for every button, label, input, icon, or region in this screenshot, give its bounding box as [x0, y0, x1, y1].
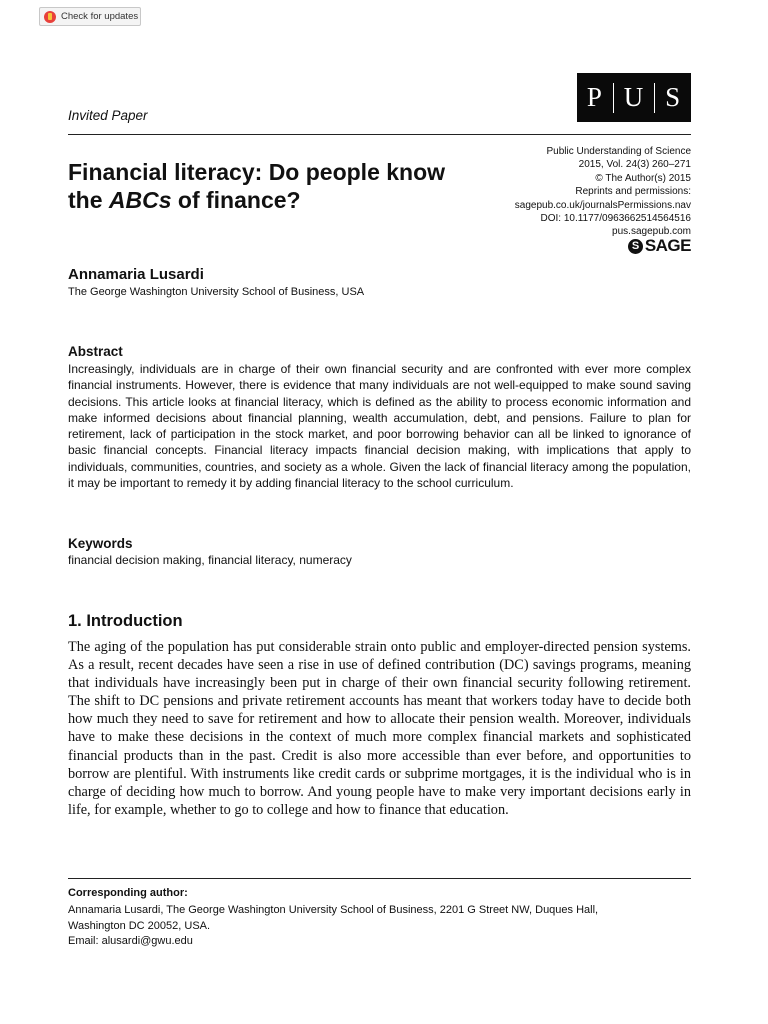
meta-copyright: © The Author(s) 2015 — [595, 172, 691, 184]
check-for-updates-button[interactable] — [39, 7, 141, 26]
corresponding-email[interactable]: Email: alusardi@gwu.edu — [68, 935, 193, 947]
journal-meta — [515, 145, 691, 239]
corresponding-heading: Corresponding author: — [68, 887, 188, 899]
corresponding-address: Annamaria Lusardi, The George Washington University School of Business, 2201 G Street NW, Duques Hall, — [68, 904, 599, 916]
journal-logo — [577, 73, 691, 122]
keywords-heading: Keywords — [68, 536, 133, 551]
author-affiliation: The George Washington University School of Business, USA — [68, 286, 365, 298]
publisher-logo — [628, 236, 691, 256]
introduction-text: The aging of the population has put considerable strain onto public and employer-directed pension systems. As a result, recent decades have seen a rise in use of defined contribution (DC) savings programs, meaning that individuals have increasingly been put in charge of their own financial security following retirement. The shift to DC pensions and private retirement accounts has meant that workers today have to decide both how much they need to save for retirement and how to allocate their pension wealth. Moreover, individuals have to make these decisions in the context of much more complex financial markets and sophisticated financial products than in the past. Credit is also more accessible than ever before, and opportunities to borrow are plentiful. With instruments like credit cards or subprime mortgages, it is the individual who is in charge of deciding how much to borrow. And young people have to make very important decisions early in life, for example, whether to go to college and how to finance that education. — [68, 639, 691, 818]
journal-logo-letter: S — [665, 82, 682, 112]
article-title — [68, 158, 468, 214]
corresponding-details — [68, 903, 668, 950]
publisher-name: SAGE — [644, 236, 691, 255]
sage-s-icon: S — [628, 239, 643, 254]
meta-volume: 2015, Vol. 24(3) 260–271 — [578, 159, 691, 171]
meta-journal: Public Understanding of Science — [546, 146, 691, 157]
journal-logo-letter: U — [623, 82, 645, 112]
abstract-text: Increasingly, individuals are in charge of their own financial security and are confronted with ever more complex financial instruments. However, there is evidence that many individuals are not well-equipped to make sound saving decisions. This article looks at financial literacy, which is defined as the ability to process economic information and make informed decisions about financial planning, wealth accumulation, debt, and pensions. Failure to plan for retirement, lack of participation in the stock market, and poor borrowing behavior can all be linked to ignorance of basic financial concepts. Financial literacy impacts financial decision making, with implications that apply to individuals, communities, countries, and society as a whole. Given the lack of financial literacy among the population, it may be important to remedy it by adding financial literacy to the school curriculum. — [68, 362, 691, 491]
title-text: Financial literacy: Do people know the — [68, 159, 446, 213]
meta-reprints: Reprints and permissions: — [575, 186, 691, 198]
logo-divider — [613, 83, 614, 113]
keywords-text: financial decision making, financial literacy, numeracy — [68, 553, 352, 567]
logo-divider — [654, 83, 655, 113]
section-label: Invited Paper — [68, 108, 148, 123]
introduction-heading: 1. Introduction — [68, 612, 183, 630]
corresponding-city: Washington DC 20052, USA. — [68, 919, 211, 932]
author-name: Annamaria Lusardi — [68, 266, 204, 283]
meta-permissions-link[interactable]: sagepub.co.uk/journalsPermissions.nav — [514, 199, 691, 211]
title-italic: ABCs — [108, 187, 172, 213]
meta-journal-url[interactable]: pus.sagepub.com — [612, 226, 691, 238]
update-icon — [44, 11, 56, 23]
abstract-heading: Abstract — [68, 344, 123, 359]
journal-logo-letter: P — [586, 82, 603, 112]
title-text-end: of finance? — [171, 187, 301, 213]
header-rule — [68, 134, 691, 135]
footnote-rule — [68, 878, 691, 879]
meta-doi[interactable]: DOI: 10.1177/0963662514564516 — [540, 213, 691, 225]
check-for-updates-label: Check for updates — [61, 11, 139, 22]
